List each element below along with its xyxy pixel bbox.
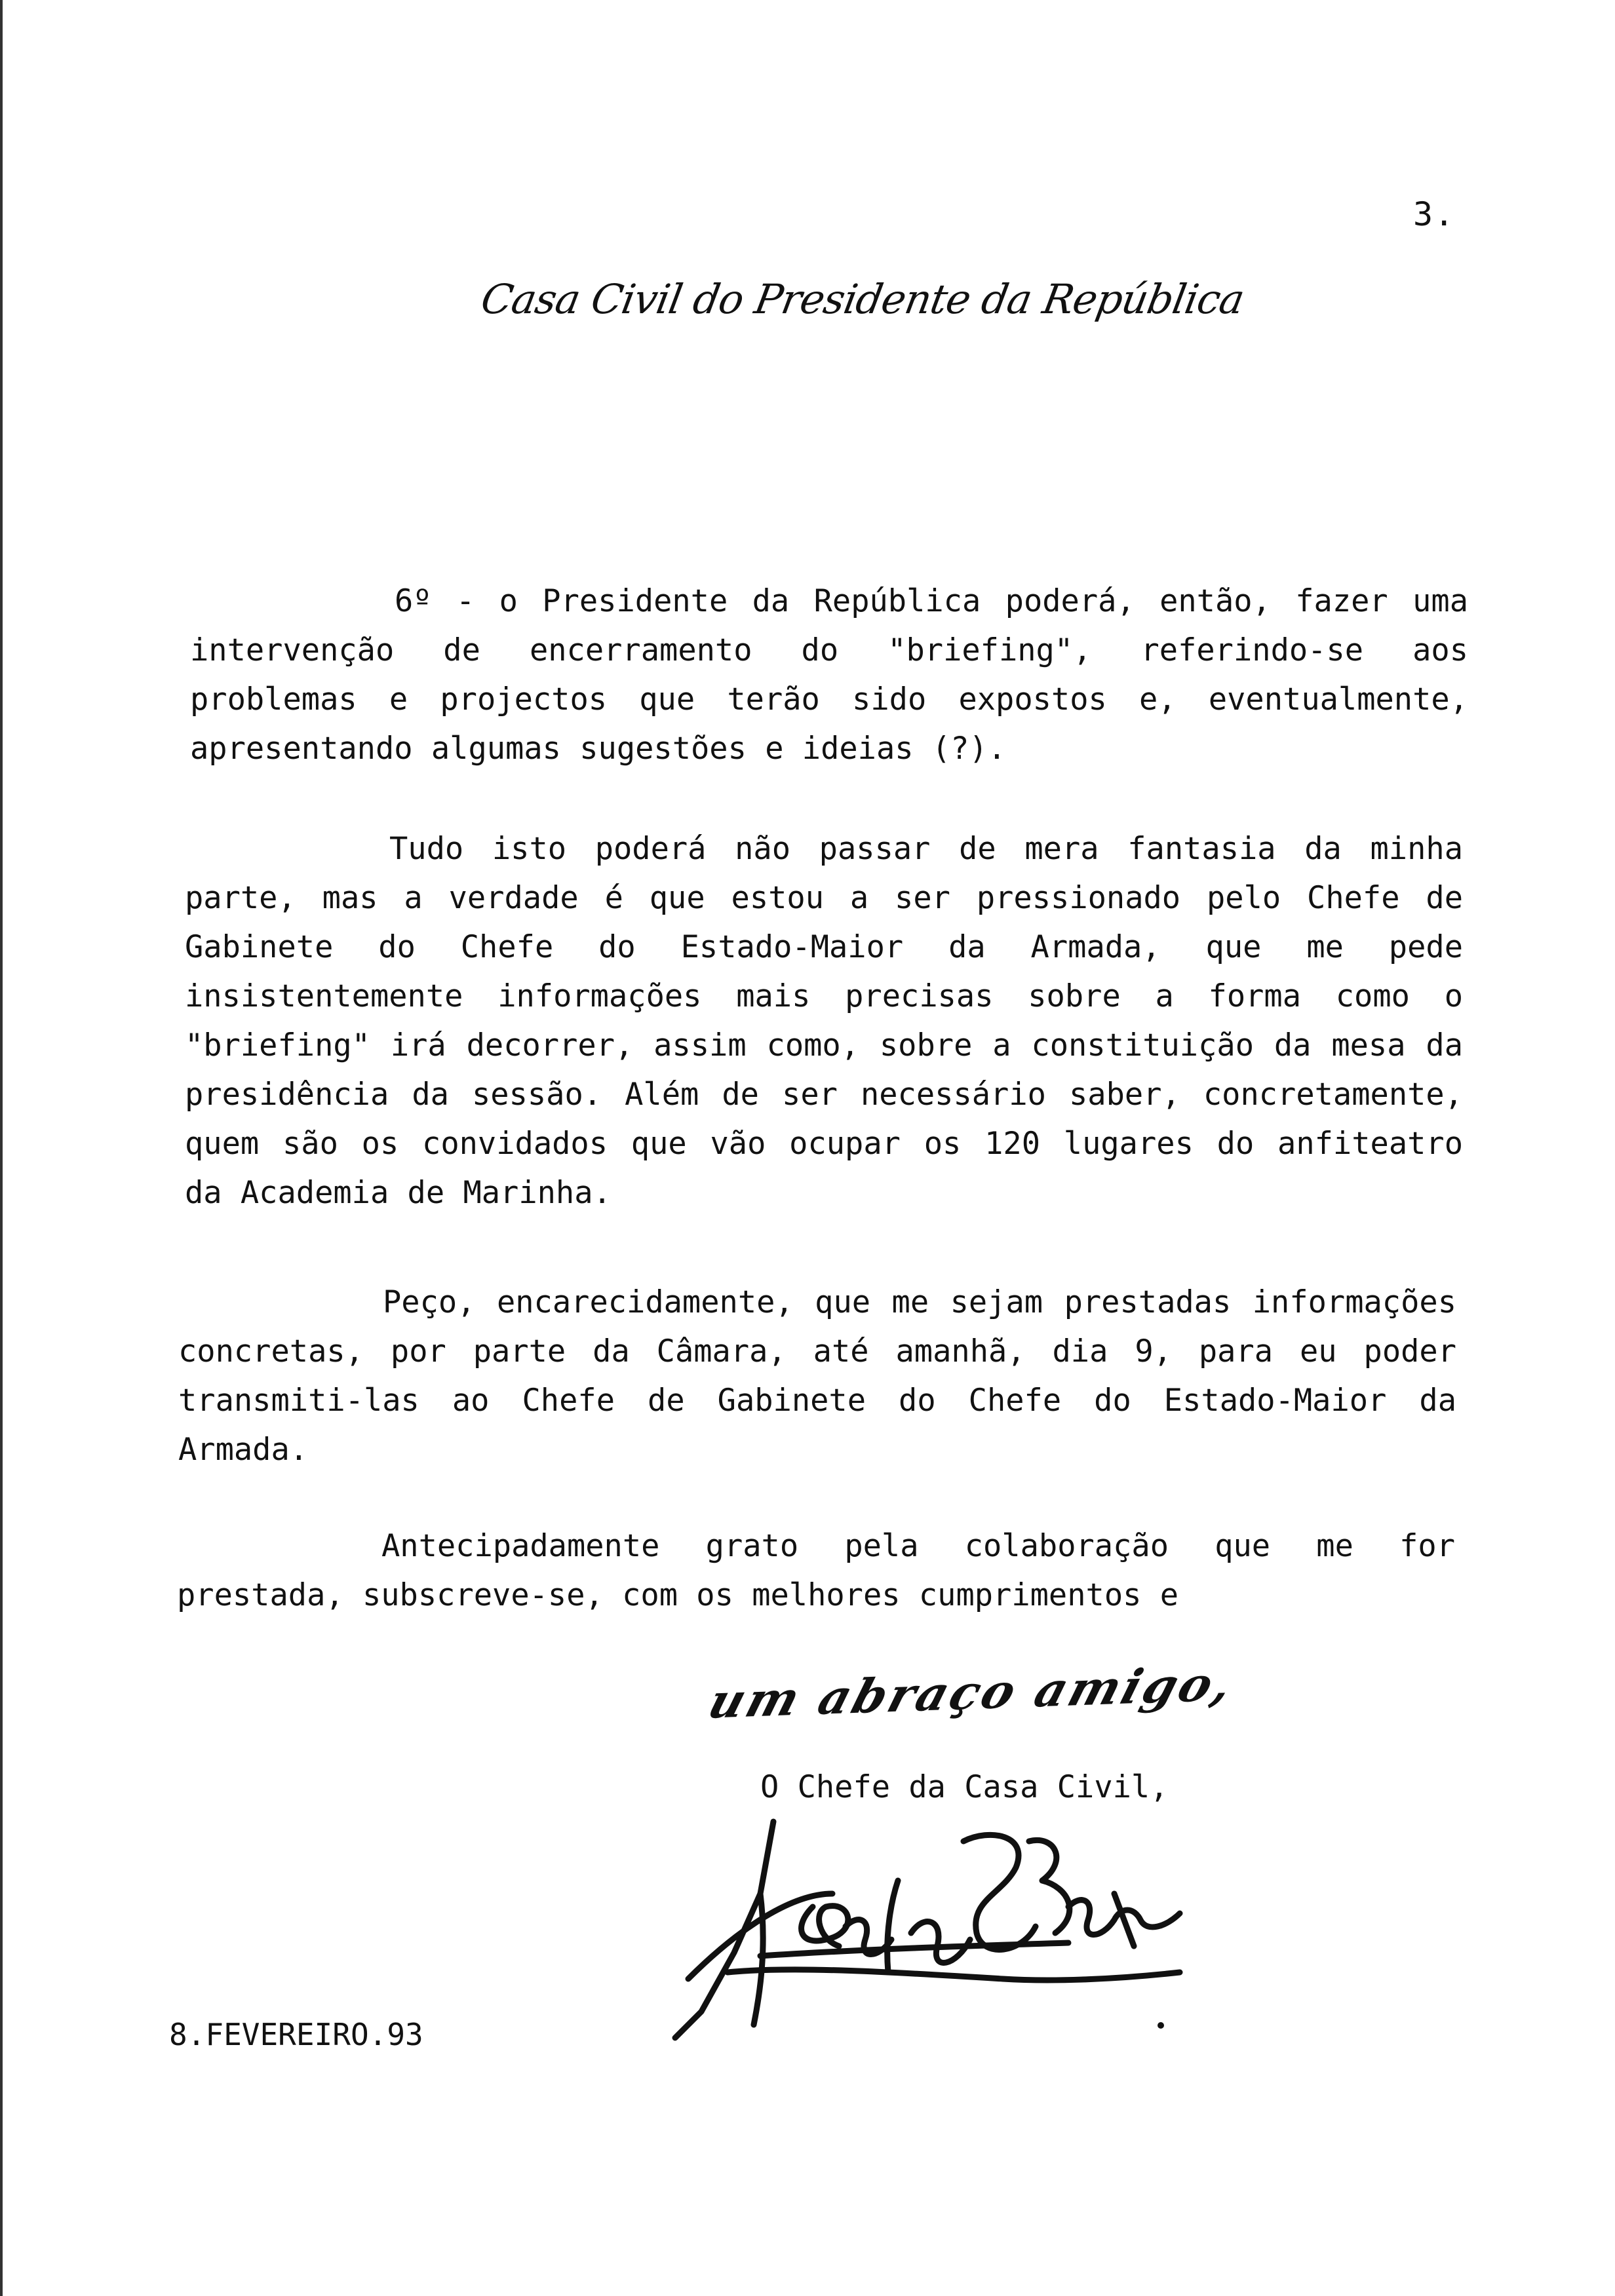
handwritten-closing: um abraço amigo, xyxy=(702,1655,1242,1729)
paragraph-1 xyxy=(190,577,1468,773)
signatory-title: O Chefe da Casa Civil, xyxy=(760,1769,1169,1805)
signature xyxy=(662,1815,1239,2051)
paragraph-2-text: Tudo isto poderá não passar de mera fantasia da minha parte, mas a verdade é que estou a ser pressionado pelo Chefe de Gabinete do Chefe do Estado-Maior da Armada, que me pede insistentemente informações mais precisas sobre a forma como o "briefing" irá decorrer, assim como, sobre a constituição da mesa da presidência da sessão. Além de ser necessário saber, concretamente, quem são os convidados que vão ocupar os 120 lugares do anfiteatro da Academia de Marinha. xyxy=(185,831,1463,1211)
document-date: 8.FEVEREIRO.93 xyxy=(169,2017,423,2052)
page-edge xyxy=(0,0,3,2296)
page-number: 3. xyxy=(1413,195,1456,233)
paragraph-4-text: Antecipadamente grato pela colaboração que me for prestada, subscreve-se, com os melhores cumprimentos e xyxy=(177,1528,1455,1613)
paragraph-2 xyxy=(185,824,1463,1217)
paragraph-3 xyxy=(178,1278,1456,1474)
signature-dot xyxy=(1158,2022,1164,2029)
paragraph-3-text: Peço, encarecidamente, que me sejam prestadas informações concretas, por parte da Câmara, até amanhã, dia 9, para eu poder transmiti-las ao Chefe de Gabinete do Chefe do Estado-Maior da Armada. xyxy=(178,1284,1456,1468)
paragraph-4 xyxy=(177,1521,1455,1620)
letterhead: Casa Civil do Presidente da República xyxy=(477,275,1248,323)
paragraph-1-text: 6º - o Presidente da República poderá, então, fazer uma intervenção de encerramento do "briefing", referindo-se aos problemas e projectos que terão sido expostos e, eventualmente, apresentando algumas sugestões e ideias (?). xyxy=(190,583,1468,767)
